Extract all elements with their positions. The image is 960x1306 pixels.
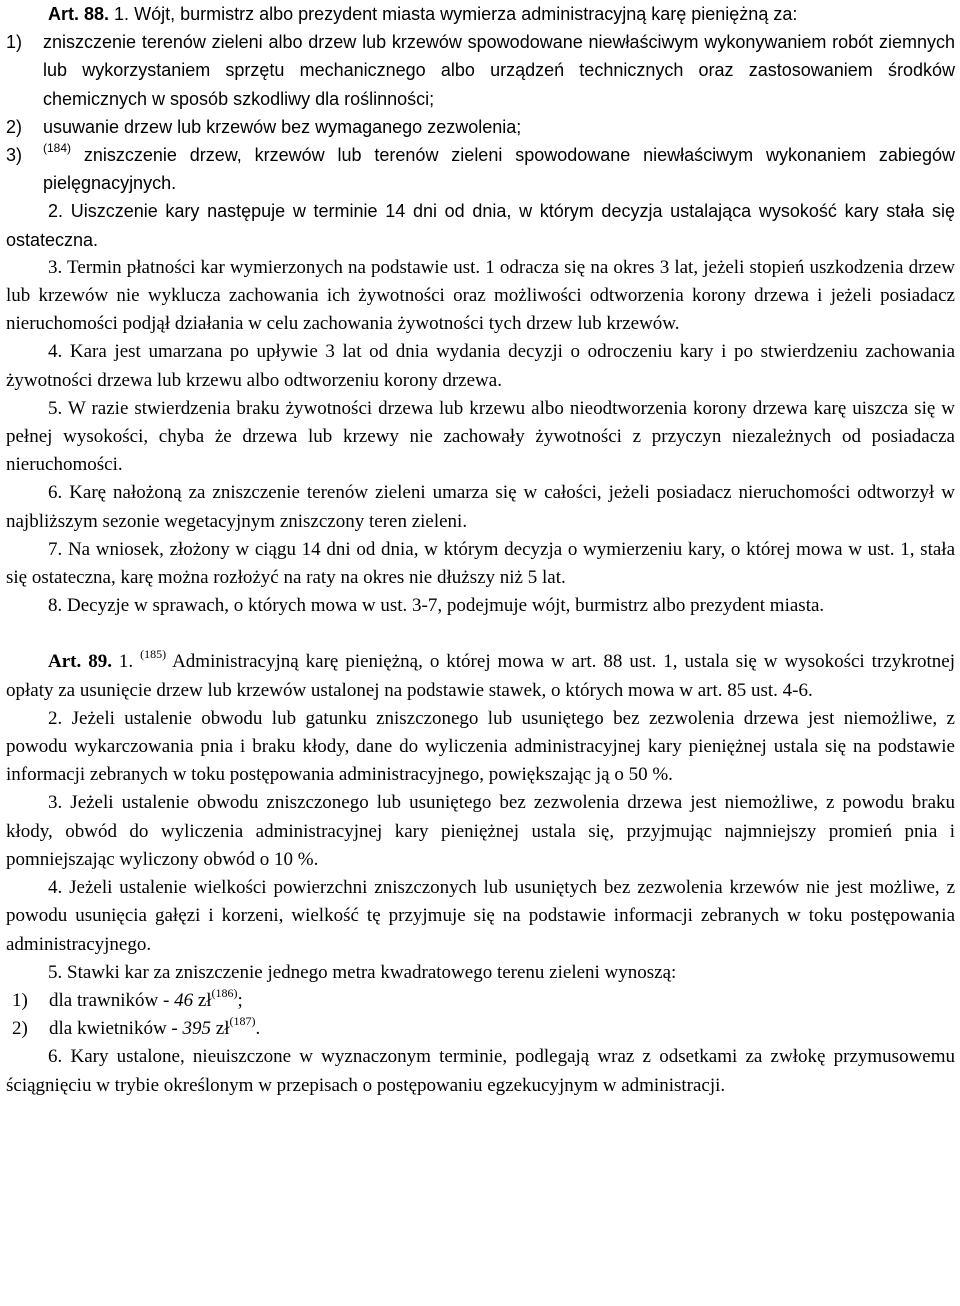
rate-item-lawns	[6, 987, 955, 1015]
item-text-wrapper	[43, 141, 955, 197]
para-text: Termin płatności kar wymierzonych na podstawie ust. 1 odracza się na okres 3 lat, jeżeli stopień uszkodzenia drzew lub krzewów nie wyklucza zachowania ich żywotności oraz możliwości odtworzenia korony drzewa i jeżeli posiadacz nieruchomości podjął działania w celu zachowania żywotności tych drzew lub krzewów.	[6, 256, 955, 335]
rate-value: 395	[182, 1018, 212, 1040]
para-number: 4.	[48, 877, 63, 899]
rate-unit: zł	[197, 989, 212, 1011]
para-text: Decyzje w sprawach, o których mowa w ust. 3-7, podejmuje wójt, burmistrz albo prezydent miasta.	[67, 595, 825, 617]
para-text: Jeżeli ustalenie wielkości powierzchni zniszczonych lub usuniętych bez zezwolenia krzewów nie jest możliwe, z powodu usunięcia gałęzi i korzeni, wielkość tę przyjmuje się na podstawie informacji zebranych w toku postępowania administracyjnego.	[6, 877, 955, 955]
item-text: zniszczenie drzew, krzewów lub terenów zieleni spowodowane niewłaściwym wykonaniem zabiegów pielęgnacyjnych.	[43, 145, 955, 194]
para-number: 2.	[48, 707, 63, 729]
para-text: Jeżeli ustalenie obwodu zniszczonego lub usuniętego bez zezwolenia drzewa jest niemożliwe, z powodu braku kłody, obwód do wyliczenia administracyjnej kary pieniężnej ustala się, przyjmując najmniejszy promień pnia i pomniejszając wyliczony obwód o 10 %.	[6, 792, 956, 870]
rate-item-flowerbeds	[6, 1015, 955, 1043]
para-text: Kary ustalone, nieuiszczone w wyznaczonym terminie, podlegają wraz z odsetkami za zwłokę przymusowemu ściągnięciu w trybie określonym w przepisach o postępowaniu egzekucyjnym w administracji.	[6, 1046, 955, 1096]
para-number: 3.	[48, 792, 63, 814]
para-number: 2.	[48, 201, 64, 222]
art89-para-2	[6, 705, 955, 790]
art89-intro-text: Administracyjną karę pieniężną, o której mowa w art. 88 ust. 1, ustala się w wysokości trzykrotnej opłaty za usunięcie drzew lub krzewów ustalonej na podstawie stawek, o których mowa w art. 85 ust. 4-6.	[6, 651, 956, 701]
art88-para-5	[6, 395, 955, 480]
para-number: 8.	[48, 595, 63, 617]
item-number: 1)	[6, 32, 23, 53]
item-number: 2)	[12, 1018, 28, 1040]
footnote-ref: (187)	[229, 1014, 256, 1029]
art88-item-1	[6, 28, 955, 113]
art88-para-7	[6, 536, 955, 592]
art89-heading: Art. 89.	[48, 651, 112, 673]
rate-end: ;	[237, 989, 243, 1011]
art88-para-num: 1.	[114, 4, 130, 24]
art89-para-3	[6, 789, 955, 874]
art88-para-8	[6, 592, 955, 620]
art88-para-2	[6, 197, 955, 253]
para-number: 6.	[48, 1046, 63, 1068]
rate-value: 46	[174, 989, 194, 1011]
art89-para-num: 1.	[118, 651, 134, 673]
rate-end: .	[255, 1018, 261, 1040]
para-number: 3.	[48, 256, 63, 278]
rate-label: dla trawników -	[49, 989, 170, 1011]
para-text: Jeżeli ustalenie obwodu lub gatunku zniszczonego lub usuniętego bez zezwolenia drzewa jest niemożliwe, z powodu wykarczowania pnia i braku kłody, dane do wyliczenia administracyjnej kary pieniężnej ustala się na podstawie informacji zebranych w toku postępowania administracyjnego, powiększając ją o 50 %.	[6, 707, 955, 786]
para-number: 4.	[48, 341, 63, 363]
art88-para-3	[6, 254, 955, 339]
para-text: W razie stwierdzenia braku żywotności drzewa lub krzewu albo nieodtworzenia korony drzewa karę uiszcza się w pełnej wysokości, chyba że drzewa lub krzewy nie zachowały żywotności z przyczyn niezależnych od posiadacza nieruchomości.	[6, 397, 955, 476]
para-text: Na wniosek, złożony w ciągu 14 dni od dnia, w którym decyzja o wymierzeniu kary, o której mowa w ust. 1, stała się ostateczna, karę można rozłożyć na raty na okres nie dłuższy niż 5 lat.	[6, 538, 956, 589]
article-spacer	[6, 620, 955, 648]
para-text: Stawki kar za zniszczenie jednego metra kwadratowego terenu zieleni wynoszą:	[67, 961, 677, 983]
art88-item-2	[6, 113, 955, 141]
art88-intro-text: Wójt, burmistrz albo prezydent miasta wymierza administracyjną karę pieniężną za:	[134, 4, 798, 24]
art88-heading: Art. 88.	[48, 4, 110, 24]
para-number: 6.	[48, 482, 63, 504]
item-number: 1)	[12, 989, 28, 1011]
footnote-ref: (185)	[140, 647, 167, 662]
para-number: 7.	[48, 538, 63, 560]
article-88	[6, 0, 955, 620]
art89-para-4	[6, 874, 955, 959]
para-text: Karę nałożoną za zniszczenie terenów zieleni umarza się w całości, jeżeli posiadacz nieruchomości odtworzył w najbliższym sezonie wegetacyjnym zniszczony teren zieleni.	[6, 482, 956, 532]
footnote-ref: (184)	[43, 141, 72, 156]
para-number: 5.	[48, 397, 63, 419]
item-number: 2)	[6, 116, 23, 137]
art88-para-6	[6, 479, 955, 535]
item-number: 3)	[6, 145, 23, 166]
para-text: Kara jest umarzana po upływie 3 lat od dnia wydania decyzji o odroczeniu kary i po stwierdzeniu zachowania żywotności drzewa lub krzewu albo odtworzeniu korony drzewa.	[6, 341, 956, 391]
rate-label: dla kwietników -	[49, 1018, 178, 1040]
para-number: 5.	[48, 961, 63, 983]
item-text: zniszczenie terenów zieleni albo drzew lub krzewów spowodowane niewłaściwym wykonywaniem robót ziemnych lub wykorzystaniem sprzętu mechanicznego albo urządzeń technicznych oraz zastosowaniem środków chemicznych w sposób szkodliwy dla roślinności;	[43, 32, 955, 109]
item-text: usuwanie drzew lub krzewów bez wymaganego zezwolenia;	[43, 116, 522, 137]
art88-intro	[6, 0, 955, 28]
art89-para-5	[6, 959, 955, 987]
para-text: Uiszczenie kary następuje w terminie 14 dni od dnia, w którym decyzja ustalająca wysokość kary stała się ostateczna.	[6, 201, 955, 250]
art89-intro	[6, 648, 955, 704]
art89-para-6	[6, 1043, 955, 1099]
rate-unit: zł	[215, 1018, 230, 1040]
article-89	[6, 648, 955, 1099]
art88-item-3	[6, 141, 955, 197]
art88-para-4	[6, 338, 955, 394]
footnote-ref: (186)	[211, 985, 238, 1000]
